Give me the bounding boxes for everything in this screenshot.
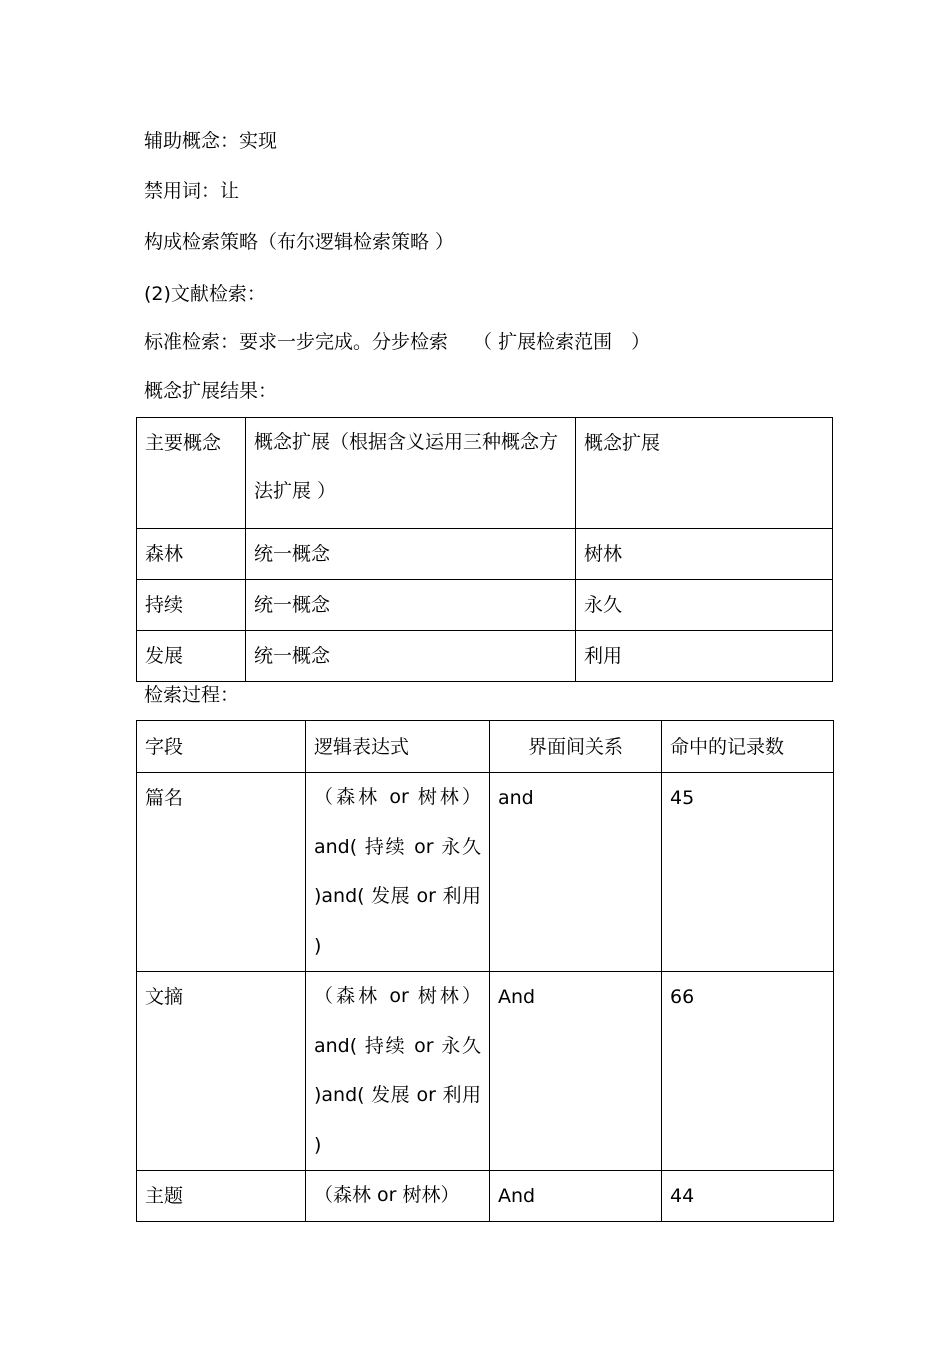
table-cell: And — [490, 972, 662, 1171]
table-row — [137, 529, 833, 580]
expression-text: （森林 or 树林） — [314, 1184, 460, 1206]
table-row — [137, 972, 834, 1171]
aux-concept-line: 辅助概念：实现 — [144, 130, 278, 152]
header-cell-text: 概念扩展（根据含义运用三种概念方法扩展 ） — [254, 431, 559, 502]
table-cell: 持续 — [137, 580, 246, 631]
expression-text: （森林 or 树林）and( 持续 or 永久 )and( 发展 or 利用 ) — [314, 786, 481, 957]
process-heading: 检索过程： — [144, 684, 240, 706]
table-header-row — [137, 721, 834, 773]
header-cell: 命中的记录数 — [662, 721, 834, 773]
header-cell: 字段 — [137, 721, 306, 773]
strategy-line: 构成检索策略（布尔逻辑检索策略 ） — [144, 231, 455, 253]
table-cell: 利用 — [576, 631, 833, 682]
expression-text: （森林 or 树林）and( 持续 or 永久 )and( 发展 or 利用 ) — [314, 985, 481, 1156]
table-cell: 篇名 — [137, 773, 306, 972]
table-cell — [306, 972, 490, 1171]
header-cell: 逻辑表达式 — [306, 721, 490, 773]
table-cell: 统一概念 — [246, 631, 576, 682]
banned-words-line: 禁用词：让 — [144, 180, 240, 202]
table-cell: 树林 — [576, 529, 833, 580]
concept-expansion-table — [136, 417, 833, 682]
table-cell: 统一概念 — [246, 580, 576, 631]
table-cell — [306, 1171, 490, 1222]
table-cell: 统一概念 — [246, 529, 576, 580]
table-cell: 44 — [662, 1171, 834, 1222]
table-row — [137, 580, 833, 631]
table-cell: 66 — [662, 972, 834, 1171]
header-cell — [246, 418, 576, 529]
table-cell: And — [490, 1171, 662, 1222]
search-process-table — [136, 720, 834, 1222]
table-cell: 发展 — [137, 631, 246, 682]
table-cell: 45 — [662, 773, 834, 972]
table-row — [137, 1171, 834, 1222]
expansion-result-heading: 概念扩展结果： — [144, 380, 278, 402]
table-row — [137, 631, 833, 682]
table-cell: 永久 — [576, 580, 833, 631]
table-header-row — [137, 418, 833, 529]
header-cell: 界面间关系 — [490, 721, 662, 773]
table-cell: 文摘 — [137, 972, 306, 1171]
table-cell — [306, 773, 490, 972]
literature-heading: (2)文献检索： — [144, 283, 266, 305]
standard-search-line: 标准检索：要求一步完成。分步检索 （ 扩展检索范围 ） — [144, 331, 651, 353]
header-cell: 概念扩展 — [576, 418, 833, 529]
table-cell: 森林 — [137, 529, 246, 580]
table-row — [137, 773, 834, 972]
header-cell: 主要概念 — [137, 418, 246, 529]
table-cell: and — [490, 773, 662, 972]
table-cell: 主题 — [137, 1171, 306, 1222]
